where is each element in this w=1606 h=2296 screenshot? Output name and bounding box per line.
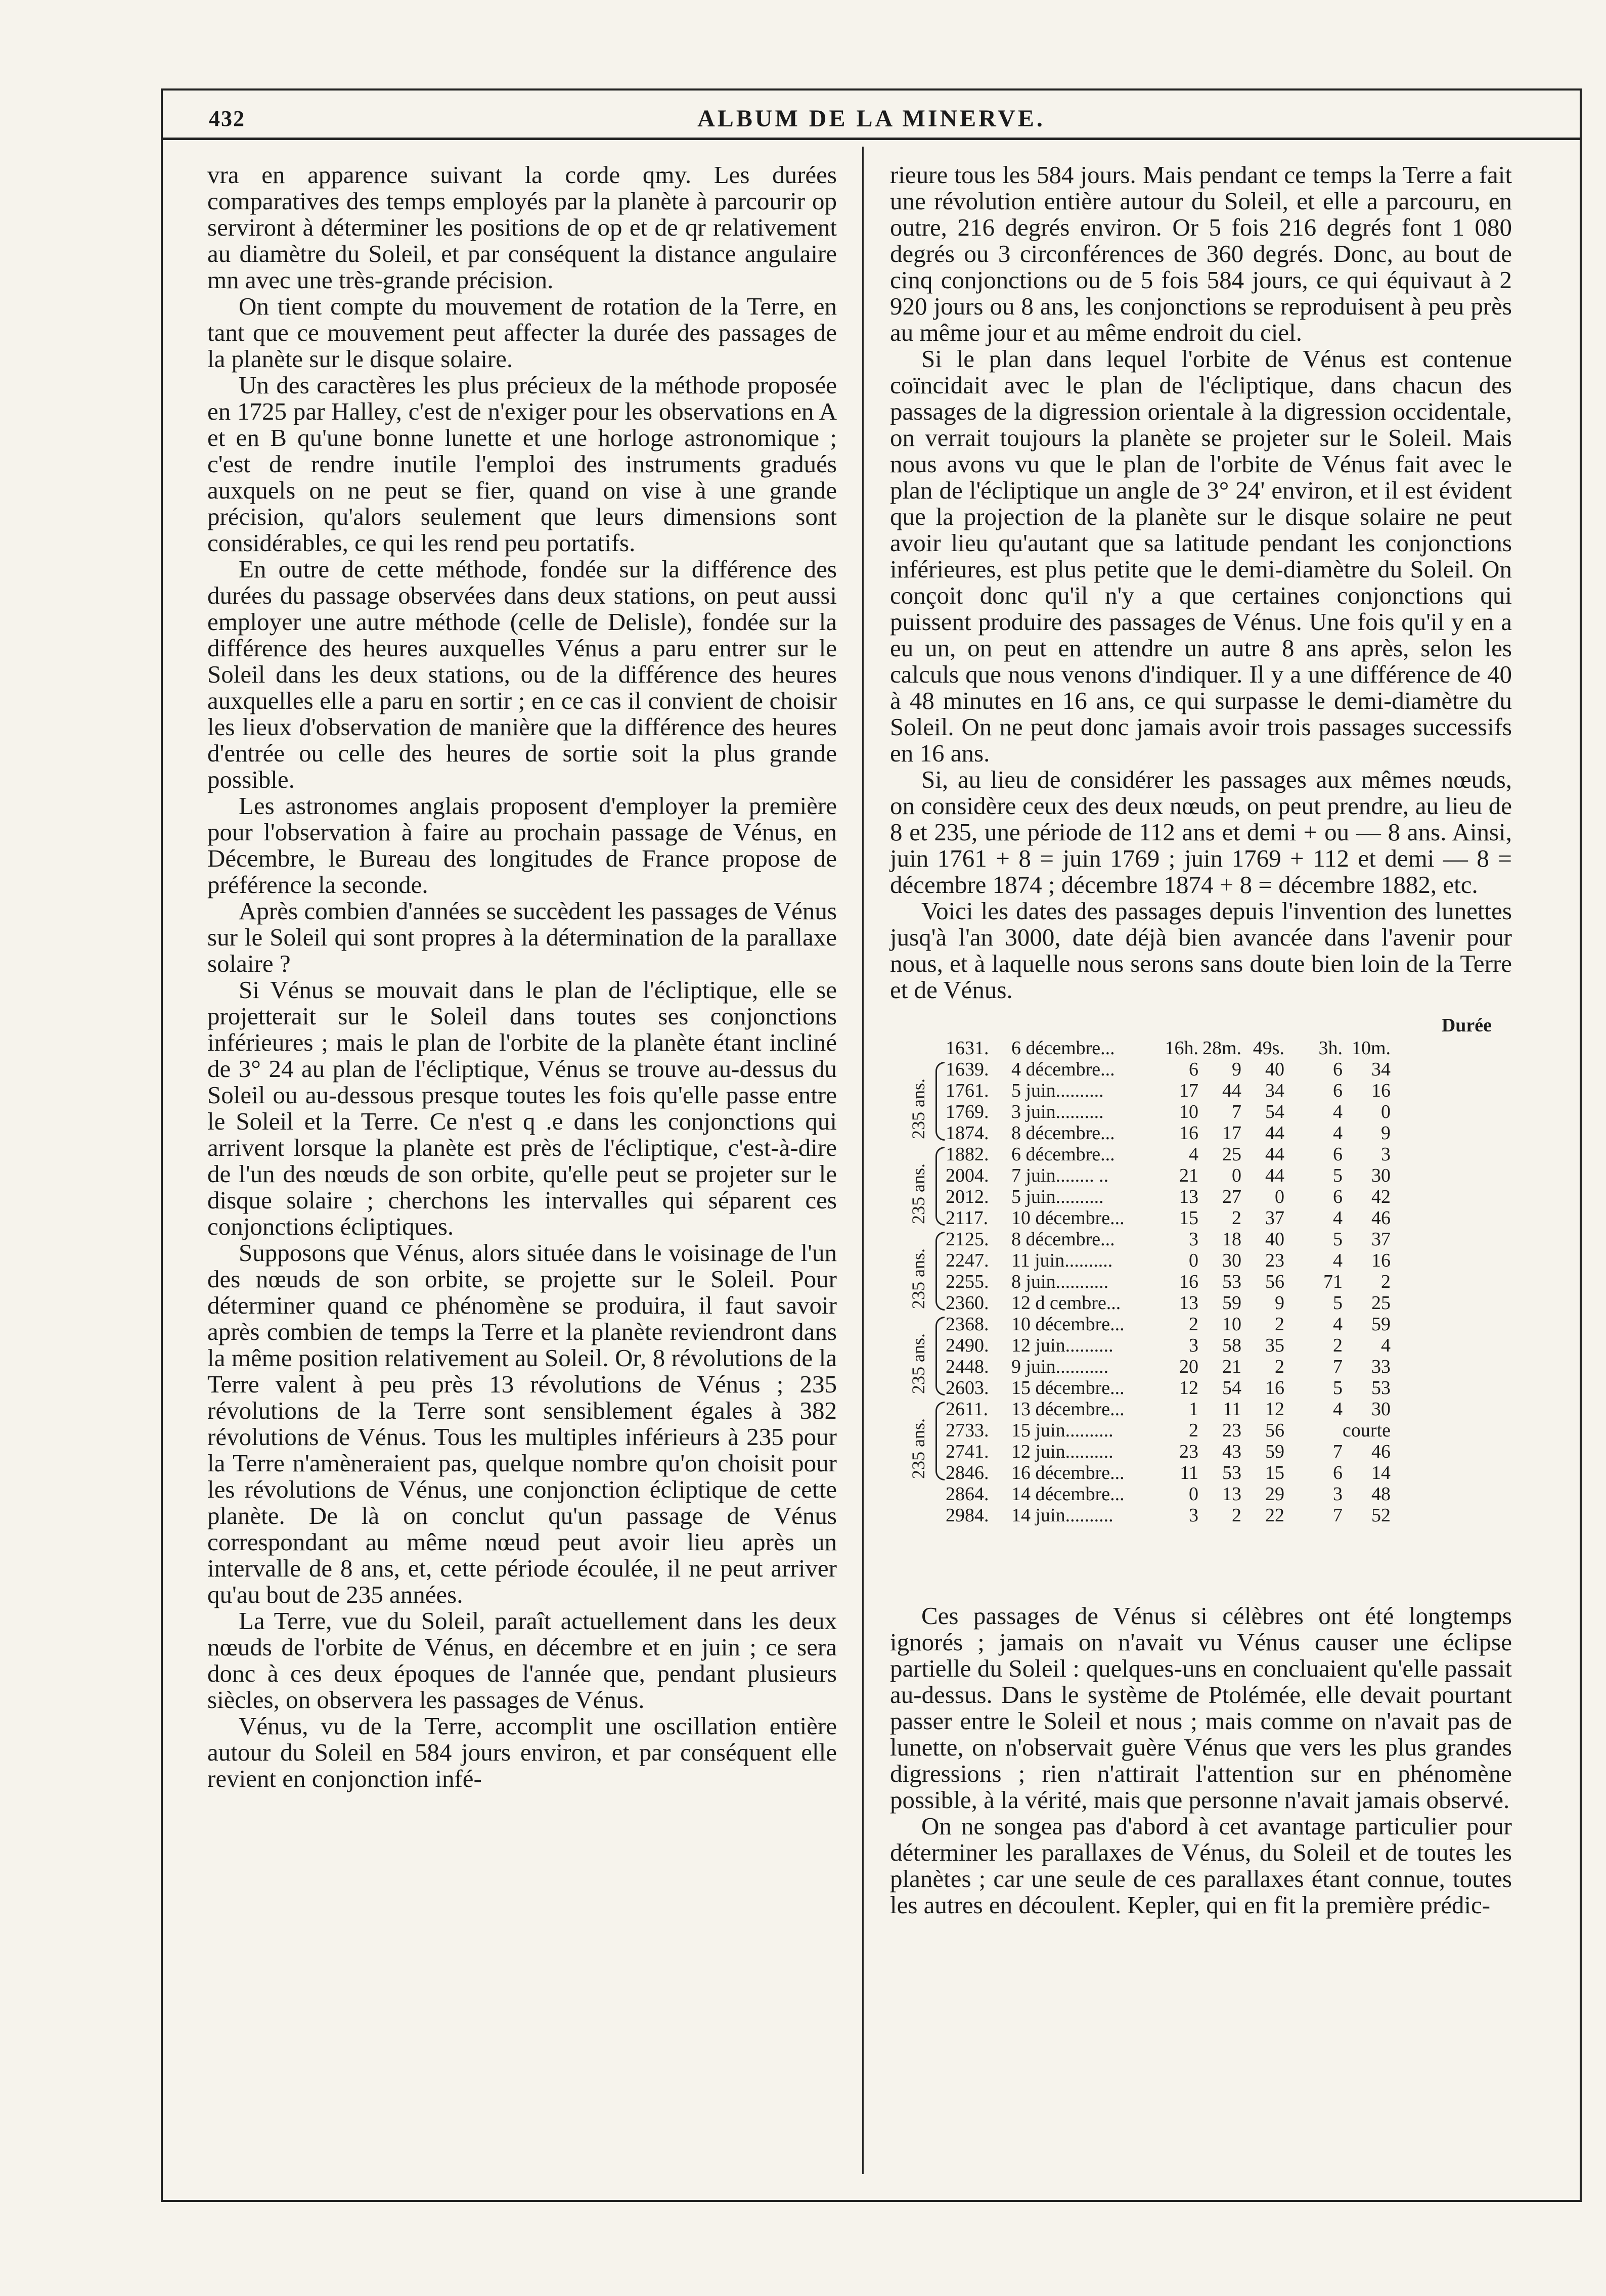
date-cell: 9 juin........... bbox=[1011, 1356, 1109, 1377]
table-row bbox=[946, 1271, 1482, 1292]
duration-minutes-cell: 34 bbox=[1371, 1059, 1391, 1080]
duration-minutes-cell: 4 bbox=[1381, 1335, 1391, 1356]
group-bracket bbox=[935, 1317, 945, 1395]
year-cell: 2490. bbox=[946, 1335, 989, 1356]
hours-cell: 12 bbox=[1179, 1377, 1198, 1399]
seconds-cell: 54 bbox=[1265, 1101, 1284, 1122]
hours-cell: 0 bbox=[1189, 1250, 1198, 1271]
duration-minutes-cell: 37 bbox=[1371, 1229, 1391, 1250]
table-row bbox=[946, 1122, 1482, 1144]
date-cell: 13 décembre... bbox=[1011, 1399, 1125, 1420]
table-row bbox=[946, 1462, 1482, 1483]
date-cell: 14 juin.......... bbox=[1011, 1505, 1113, 1526]
year-cell: 2117. bbox=[946, 1207, 989, 1229]
year-cell: 2360. bbox=[946, 1292, 989, 1314]
transit-table bbox=[890, 1012, 1512, 1589]
duration-minutes-cell: 53 bbox=[1371, 1377, 1391, 1399]
date-cell: 6 décembre... bbox=[1011, 1144, 1115, 1165]
date-cell: 11 juin.......... bbox=[1011, 1250, 1113, 1271]
date-cell: 10 décembre... bbox=[1011, 1207, 1125, 1229]
duration-hours-cell: 6 bbox=[1333, 1462, 1343, 1483]
hours-cell: 16 bbox=[1179, 1122, 1198, 1144]
bracket-label: 235 ans. bbox=[908, 1333, 928, 1394]
duration-header: Durée bbox=[1441, 1015, 1492, 1036]
minutes-cell: 43 bbox=[1222, 1441, 1241, 1462]
year-cell: 2004. bbox=[946, 1165, 989, 1186]
table-row bbox=[946, 1356, 1482, 1377]
paragraph: Si, au lieu de considérer les passages aux mêmes nœuds, on considère ceux des deux nœuds, on peut prendre, au lieu de 8 et 235, une période de 112 ans et demi + ou — 8 ans. Ainsi, juin 1761 + 8 = juin 1769 ; juin 1769 + 112 et demi — 8 = décembre 1874 ; décembre 1874 + 8 = décembre 1882, etc. bbox=[890, 766, 1512, 898]
date-cell: 12 juin.......... bbox=[1011, 1335, 1113, 1356]
hours-cell: 23 bbox=[1179, 1441, 1198, 1462]
year-cell: 1874. bbox=[946, 1122, 989, 1144]
hours-cell: 4 bbox=[1189, 1144, 1198, 1165]
date-cell: 4 décembre... bbox=[1011, 1059, 1115, 1080]
minutes-cell: 9 bbox=[1232, 1059, 1241, 1080]
date-cell: 10 décembre... bbox=[1011, 1314, 1125, 1335]
table-row bbox=[946, 1038, 1482, 1059]
table-row bbox=[946, 1101, 1482, 1122]
table-row bbox=[946, 1505, 1482, 1526]
table-row bbox=[946, 1165, 1482, 1186]
date-cell: 14 décembre... bbox=[1011, 1483, 1125, 1505]
duration-hours-cell: 4 bbox=[1333, 1399, 1343, 1420]
hours-cell: 20 bbox=[1179, 1356, 1198, 1377]
year-cell: 1639. bbox=[946, 1059, 989, 1080]
right-column bbox=[890, 162, 1512, 1918]
minutes-cell: 23 bbox=[1222, 1420, 1241, 1441]
seconds-cell: 0 bbox=[1275, 1186, 1284, 1207]
year-cell: 2733. bbox=[946, 1420, 989, 1441]
year-cell: 2984. bbox=[946, 1505, 989, 1526]
minutes-cell: 53 bbox=[1222, 1462, 1241, 1483]
duration-hours-cell: 4 bbox=[1333, 1122, 1343, 1144]
duration-minutes-cell: 25 bbox=[1371, 1292, 1391, 1314]
year-cell: 1769. bbox=[946, 1101, 989, 1122]
minutes-cell: 18 bbox=[1222, 1229, 1241, 1250]
group-bracket bbox=[935, 1147, 945, 1226]
hours-cell: 3 bbox=[1189, 1505, 1198, 1526]
hours-cell: 2 bbox=[1189, 1314, 1198, 1335]
running-title: ALBUM DE LA MINERVE. bbox=[697, 105, 1045, 132]
table-row bbox=[946, 1144, 1482, 1165]
year-cell: 1631. bbox=[946, 1038, 989, 1059]
paragraph: Un des caractères les plus précieux de la méthode proposée en 1725 par Halley, c'est de n'exiger pour les observations en A et en B qu'une bonne lunette et une horloge astronomique ; c'est de rendre inutile l'emploi des instruments gradués auxquels on ne peut se fier, quand on vise à une grande précision, qu'alors seulement que leurs dimensions sont considérables, ce qui les rend peu portatifs. bbox=[207, 371, 837, 557]
minutes-cell: 27 bbox=[1222, 1186, 1241, 1207]
hours-cell: 1 bbox=[1189, 1399, 1198, 1420]
bracket-label: 235 ans. bbox=[908, 1163, 928, 1224]
paragraph: Si le plan dans lequel l'orbite de Vénus est contenue coïncidait avec le plan de l'écliptique, dans chacun des passages de la digression orientale à la digression occidentale, on verrait toujours la planète se projeter sur le Soleil. Mais nous avons vu que le plan de l'orbite de Vénus fait avec le plan de l'écliptique un angle de 3° 24' environ, et il est évident que la projection de la planète sur le disque solaire ne peut avoir lieu qu'autant que sa latitude pendant les conjonctions inférieures, est plus petite que le demi-diamètre du Soleil. On conçoit donc qu'il n'y a que certaines conjonctions qui puissent produire des passages de Vénus. Une fois qu'il y en a eu un, on peut en attendre un autre 8 ans après, selon les calculs que nous venons d'indiquer. Il y a une différence de 40 à 48 minutes en 16 ans, ce qui surpasse le demi-diamètre du Soleil. On ne peut donc jamais avoir trois passages successifs en 16 ans. bbox=[890, 345, 1512, 767]
duration-minutes-cell: 10m. bbox=[1351, 1038, 1391, 1059]
hours-cell: 16 bbox=[1179, 1271, 1198, 1292]
year-cell: 2846. bbox=[946, 1462, 989, 1483]
minutes-cell: 0 bbox=[1232, 1165, 1241, 1186]
seconds-cell: 35 bbox=[1265, 1335, 1284, 1356]
year-cell: 1882. bbox=[946, 1144, 989, 1165]
paragraph: La Terre, vue du Soleil, paraît actuellement dans les deux nœuds de l'orbite de Vénus, en décembre et en juin ; ce sera donc à ces deux époques de l'année que, pendant plusieurs siècles, on observera les passages de Vénus. bbox=[207, 1607, 837, 1714]
date-cell: 15 juin.......... bbox=[1011, 1420, 1113, 1441]
paragraph: Ces passages de Vénus si célèbres ont été longtemps ignorés ; jamais on n'avait vu Vénus causer une éclipse partielle du Soleil : quelques-uns en concluaient qu'elle passait au-dessus. Dans le système de Ptolémée, elle devait pourtant passer entre le Soleil et nous ; mais comme on n'avait pas de lunette, on n'observait guère Vénus que vers les plus grandes digressions ; rien n'attirait l'attention sur en phénomène possible, à la vérité, mais que personne n'avait jamais observé. bbox=[890, 1602, 1512, 1814]
paragraph: Après combien d'années se succèdent les passages de Vénus sur le Soleil qui sont propres à la détermination de la parallaxe solaire ? bbox=[207, 897, 837, 977]
duration-hours-cell: 4 bbox=[1333, 1250, 1343, 1271]
seconds-cell: 44 bbox=[1265, 1122, 1284, 1144]
year-cell: 2741. bbox=[946, 1441, 989, 1462]
duration-hours-cell: 6 bbox=[1333, 1186, 1343, 1207]
minutes-cell: 53 bbox=[1222, 1271, 1241, 1292]
page-number: 432 bbox=[209, 106, 245, 131]
duration-hours-cell: 6 bbox=[1333, 1144, 1343, 1165]
seconds-cell: 2 bbox=[1275, 1356, 1284, 1377]
duration-minutes-cell: 16 bbox=[1371, 1080, 1391, 1101]
seconds-cell: 34 bbox=[1265, 1080, 1284, 1101]
hours-cell: 21 bbox=[1179, 1165, 1198, 1186]
minutes-cell: 2 bbox=[1232, 1207, 1241, 1229]
table-row bbox=[946, 1250, 1482, 1271]
minutes-cell: 7 bbox=[1232, 1101, 1241, 1122]
hours-cell: 2 bbox=[1189, 1420, 1198, 1441]
minutes-cell: 17 bbox=[1222, 1122, 1241, 1144]
duration-minutes-cell: 16 bbox=[1371, 1250, 1391, 1271]
duration-minutes-cell: 48 bbox=[1371, 1483, 1391, 1505]
left-column bbox=[207, 162, 837, 1792]
group-bracket bbox=[935, 1232, 945, 1311]
minutes-cell: 59 bbox=[1222, 1292, 1241, 1314]
duration-minutes-cell: 33 bbox=[1371, 1356, 1391, 1377]
table-row bbox=[946, 1229, 1482, 1250]
table-row bbox=[946, 1186, 1482, 1207]
duration-minutes-cell: 59 bbox=[1371, 1314, 1391, 1335]
group-bracket bbox=[935, 1062, 945, 1141]
minutes-cell: 30 bbox=[1222, 1250, 1241, 1271]
hours-cell: 16h. bbox=[1165, 1038, 1198, 1059]
table-row bbox=[946, 1441, 1482, 1462]
date-cell: 8 décembre... bbox=[1011, 1122, 1115, 1144]
year-cell: 2611. bbox=[946, 1399, 989, 1420]
duration-minutes-cell: 46 bbox=[1371, 1441, 1391, 1462]
minutes-cell: 44 bbox=[1222, 1080, 1241, 1101]
minutes-cell: 13 bbox=[1222, 1483, 1241, 1505]
duration-hours-cell: 4 bbox=[1333, 1101, 1343, 1122]
seconds-cell: 56 bbox=[1265, 1271, 1284, 1292]
minutes-cell: 10 bbox=[1222, 1314, 1241, 1335]
seconds-cell: 22 bbox=[1265, 1505, 1284, 1526]
table-row bbox=[946, 1420, 1482, 1441]
table-rows bbox=[946, 1038, 1482, 1526]
table-row bbox=[946, 1207, 1482, 1229]
paragraph: Voici les dates des passages depuis l'invention des lunettes jusq'à l'an 3000, date déjà bien avancée dans l'avenir pour nous, et à laquelle nous serons sans doute bien loin de la Terre et de Vénus. bbox=[890, 897, 1512, 1004]
duration-hours-cell: 3 bbox=[1333, 1483, 1343, 1505]
duration-note-cell: courte bbox=[1343, 1420, 1391, 1441]
seconds-cell: 59 bbox=[1265, 1441, 1284, 1462]
bracket-label: 235 ans. bbox=[908, 1418, 928, 1479]
table-row bbox=[946, 1483, 1482, 1505]
duration-hours-cell: 2 bbox=[1333, 1335, 1343, 1356]
duration-minutes-cell: 9 bbox=[1381, 1122, 1391, 1144]
duration-minutes-cell: 30 bbox=[1371, 1399, 1391, 1420]
table-row bbox=[946, 1314, 1482, 1335]
minutes-cell: 2 bbox=[1232, 1505, 1241, 1526]
year-cell: 2255. bbox=[946, 1271, 989, 1292]
date-cell: 15 décembre... bbox=[1011, 1377, 1125, 1399]
paragraph: rieure tous les 584 jours. Mais pendant ce temps la Terre a fait une révolution entière autour du Soleil, et elle a parcouru, en outre, 216 degrés environ. Or 5 fois 216 degrés font 1 080 degrés ou 3 circonférences de 360 degrés. Donc, au bout de cinq conjonctions ou de 5 fois 584 jours, ce qui équivaut à 2 920 jours ou 8 ans, les conjonctions se reproduisent à peu près au même jour et au même endroit du ciel. bbox=[890, 161, 1512, 346]
minutes-cell: 11 bbox=[1223, 1399, 1241, 1420]
seconds-cell: 9 bbox=[1275, 1292, 1284, 1314]
year-cell: 2368. bbox=[946, 1314, 989, 1335]
bracket-label: 235 ans. bbox=[908, 1078, 928, 1139]
seconds-cell: 40 bbox=[1265, 1229, 1284, 1250]
minutes-cell: 58 bbox=[1222, 1335, 1241, 1356]
year-cell: 2448. bbox=[946, 1356, 989, 1377]
duration-hours-cell: 7 bbox=[1333, 1441, 1343, 1462]
duration-minutes-cell: 3 bbox=[1381, 1144, 1391, 1165]
duration-minutes-cell: 42 bbox=[1371, 1186, 1391, 1207]
group-bracket bbox=[935, 1402, 945, 1480]
year-cell: 2012. bbox=[946, 1186, 989, 1207]
seconds-cell: 40 bbox=[1265, 1059, 1284, 1080]
paragraph: On ne songea pas d'abord à cet avantage particulier pour déterminer les parallaxes de Vénus, du Soleil et de toutes les planètes ; car une seule de ces parallaxes étant connue, toutes les autres en découlent. Kepler, qui en fit la première prédic- bbox=[890, 1812, 1512, 1919]
date-cell: 7 juin........ .. bbox=[1011, 1165, 1109, 1186]
date-cell: 12 juin.......... bbox=[1011, 1441, 1113, 1462]
table-row bbox=[946, 1292, 1482, 1314]
duration-hours-cell: 71 bbox=[1323, 1271, 1343, 1292]
seconds-cell: 12 bbox=[1265, 1399, 1284, 1420]
year-cell: 1761. bbox=[946, 1080, 989, 1101]
seconds-cell: 2 bbox=[1275, 1314, 1284, 1335]
duration-minutes-cell: 0 bbox=[1381, 1101, 1391, 1122]
hours-cell: 13 bbox=[1179, 1186, 1198, 1207]
duration-hours-cell: 5 bbox=[1333, 1292, 1343, 1314]
duration-hours-cell: 7 bbox=[1333, 1356, 1343, 1377]
duration-minutes-cell: 46 bbox=[1371, 1207, 1391, 1229]
table-row bbox=[946, 1377, 1482, 1399]
table-row bbox=[946, 1335, 1482, 1356]
seconds-cell: 23 bbox=[1265, 1250, 1284, 1271]
seconds-cell: 29 bbox=[1265, 1483, 1284, 1505]
hours-cell: 6 bbox=[1189, 1059, 1198, 1080]
seconds-cell: 49s. bbox=[1253, 1038, 1284, 1059]
duration-minutes-cell: 2 bbox=[1381, 1271, 1391, 1292]
duration-hours-cell: 3h. bbox=[1318, 1038, 1343, 1059]
minutes-cell: 21 bbox=[1222, 1356, 1241, 1377]
duration-hours-cell: 4 bbox=[1333, 1314, 1343, 1335]
hours-cell: 0 bbox=[1189, 1483, 1198, 1505]
duration-hours-cell: 6 bbox=[1333, 1080, 1343, 1101]
column-divider bbox=[862, 147, 864, 2174]
seconds-cell: 56 bbox=[1265, 1420, 1284, 1441]
seconds-cell: 37 bbox=[1265, 1207, 1284, 1229]
date-cell: 5 juin.......... bbox=[1011, 1080, 1104, 1101]
hours-cell: 3 bbox=[1189, 1335, 1198, 1356]
duration-hours-cell: 6 bbox=[1333, 1059, 1343, 1080]
duration-minutes-cell: 52 bbox=[1371, 1505, 1391, 1526]
date-cell: 8 juin........... bbox=[1011, 1271, 1109, 1292]
duration-hours-cell: 4 bbox=[1333, 1207, 1343, 1229]
minutes-cell: 28m. bbox=[1202, 1038, 1241, 1059]
date-cell: 3 juin.......... bbox=[1011, 1101, 1104, 1122]
table-row bbox=[946, 1059, 1482, 1080]
year-cell: 2247. bbox=[946, 1250, 989, 1271]
duration-minutes-cell: 14 bbox=[1371, 1462, 1391, 1483]
table-row bbox=[946, 1399, 1482, 1420]
duration-hours-cell: 7 bbox=[1333, 1505, 1343, 1526]
hours-cell: 13 bbox=[1179, 1292, 1198, 1314]
date-cell: 12 d cembre... bbox=[1011, 1292, 1121, 1314]
minutes-cell: 54 bbox=[1222, 1377, 1241, 1399]
year-cell: 2603. bbox=[946, 1377, 989, 1399]
date-cell: 16 décembre... bbox=[1011, 1462, 1125, 1483]
paragraph: Les astronomes anglais proposent d'employer la première pour l'observation à faire au prochain passage de Vénus, en Décembre, le Bureau des longitudes de France propose de préférence la seconde. bbox=[207, 792, 837, 898]
paragraph: On tient compte du mouvement de rotation de la Terre, en tant que ce mouvement peut affecter la durée des passages de la planète sur le disque solaire. bbox=[207, 292, 837, 373]
paragraph: vra en apparence suivant la corde qmy. Les durées comparatives des temps employés par la planète à parcourir op serviront à déterminer les positions de op et de qr relativement au diamètre du Soleil, et par conséquent la distance angulaire mn avec une très-grande précision. bbox=[207, 161, 837, 294]
bracket-label: 235 ans. bbox=[908, 1248, 928, 1309]
hours-cell: 15 bbox=[1179, 1207, 1198, 1229]
hours-cell: 3 bbox=[1189, 1229, 1198, 1250]
duration-minutes-cell: 30 bbox=[1371, 1165, 1391, 1186]
duration-hours-cell: 5 bbox=[1333, 1229, 1343, 1250]
duration-hours-cell: 5 bbox=[1333, 1165, 1343, 1186]
paragraph: Supposons que Vénus, alors située dans le voisinage de l'un des nœuds de son orbite, se projette sur le Soleil. Pour déterminer quand ce phénomène se produira, il faut savoir après combien de temps la Terre et la planète reviendront dans la même position relativement au Soleil. Or, 8 révolutions de la Terre valent à peu près 13 révolutions de Vénus ; 235 révolutions de la Terre sont sensiblement égales à 382 révolutions de Vénus. Tous les multiples inférieurs à 235 pour la Terre n'amèneraient pas, quelque nombre qu'on choisit pour les révolutions de Vénus, une conjonction écliptique de cette planète. De là on conclut qu'un passage de Vénus correspondant au même nœud peut avoir lieu après un intervalle de 8 ans, et, cette période écoulée, il ne peut arriver qu'au bout de 235 années. bbox=[207, 1239, 837, 1608]
paragraph: Si Vénus se mouvait dans le plan de l'écliptique, elle se projetterait sur le Soleil dans toutes ses conjonctions inférieures ; mais le plan de l'orbite de la planète étant incliné de 3° 24 au plan de l'écliptique, Vénus se trouve au-dessus du Soleil ou au-dessous presque toutes les fois qu'elle passe entre le Soleil et la Terre. Ce n'est q .e dans les conjonctions qui arrivent lorsque la planète est près de l'écliptique, c'est-à-dire de l'un des nœuds de son orbite, qu'elle peut se projeter sur le disque solaire ; cherchons les intervalles qui séparent ces conjonctions écliptiques. bbox=[207, 976, 837, 1240]
hours-cell: 17 bbox=[1179, 1080, 1198, 1101]
year-cell: 2864. bbox=[946, 1483, 989, 1505]
year-cell: 2125. bbox=[946, 1229, 989, 1250]
paragraph: Vénus, vu de la Terre, accomplit une oscillation entière autour du Soleil en 584 jours environ, et par conséquent elle revient en conjonction infé- bbox=[207, 1712, 837, 1792]
seconds-cell: 44 bbox=[1265, 1144, 1284, 1165]
header-rule bbox=[161, 138, 1582, 140]
minutes-cell: 25 bbox=[1222, 1144, 1241, 1165]
date-cell: 6 décembre... bbox=[1011, 1038, 1115, 1059]
date-cell: 8 décembre... bbox=[1011, 1229, 1115, 1250]
seconds-cell: 44 bbox=[1265, 1165, 1284, 1186]
duration-hours-cell: 5 bbox=[1333, 1377, 1343, 1399]
seconds-cell: 16 bbox=[1265, 1377, 1284, 1399]
table-row bbox=[946, 1080, 1482, 1101]
hours-cell: 10 bbox=[1179, 1101, 1198, 1122]
page-header bbox=[161, 88, 1582, 139]
hours-cell: 11 bbox=[1180, 1462, 1198, 1483]
paragraph: En outre de cette méthode, fondée sur la différence des durées du passage observées dans deux stations, on peut aussi employer une autre méthode (celle de Delisle), fondée sur la différence des heures auxquelles Vénus a paru entrer sur le Soleil dans les deux stations, ou de la différence des heures auxquelles elle a paru en sortir ; en ce cas il convient de choisir les lieux d'observation de manière que la différence des heures d'entrée ou celle des heures de sortie soit la plus grande possible. bbox=[207, 555, 837, 793]
date-cell: 5 juin.......... bbox=[1011, 1186, 1104, 1207]
seconds-cell: 15 bbox=[1265, 1462, 1284, 1483]
